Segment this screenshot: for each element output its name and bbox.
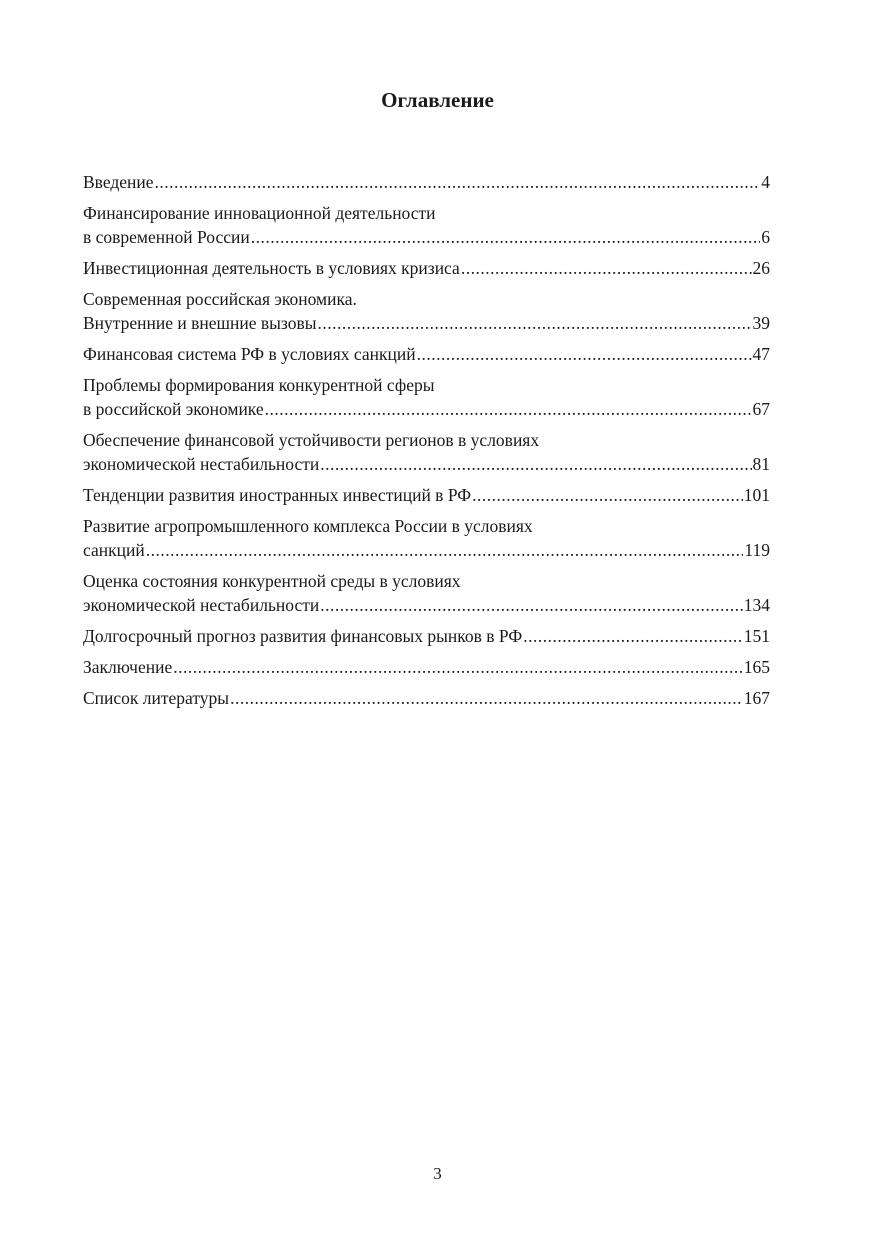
toc-page-number: 47 <box>752 344 770 364</box>
dot-leader <box>472 483 743 507</box>
toc-entry-title: Проблемы формирования конкурентной сферы <box>83 375 435 395</box>
page-number: 3 <box>433 1164 442 1183</box>
toc-entry-foreign-investment[interactable] <box>83 483 770 507</box>
dot-leader <box>230 686 743 710</box>
toc-entry-conclusion[interactable] <box>83 655 770 679</box>
toc-entry-financial-forecast[interactable] <box>83 624 770 648</box>
toc-entry-title-continued: Внутренние и внешние вызовы <box>83 313 317 333</box>
toc-page-number: 26 <box>752 258 770 278</box>
dot-leader <box>251 225 761 249</box>
dot-leader <box>265 397 752 421</box>
toc-entry-title-continued: в российской экономике <box>83 399 264 419</box>
toc-last-line <box>83 311 770 335</box>
page-title: Оглавление <box>381 88 494 112</box>
dot-leader <box>417 342 752 366</box>
toc-entry-title: Долгосрочный прогноз развития финансовых рынков в РФ <box>83 626 523 646</box>
dot-leader <box>320 593 743 617</box>
toc-entry-competitive-sphere[interactable] <box>83 373 770 421</box>
toc-entry-title: Заключение <box>83 657 173 677</box>
toc-entry-title: Финансирование инновационной деятельности <box>83 203 436 223</box>
toc-last-line <box>83 655 770 679</box>
toc-entry-bibliography[interactable] <box>83 686 770 710</box>
toc-last-line <box>83 452 770 476</box>
toc-entry-title-continued: экономической нестабильности <box>83 454 320 474</box>
toc-entry-title-continued: санкций <box>83 540 145 560</box>
dot-leader <box>461 256 752 280</box>
dot-leader <box>320 452 751 476</box>
toc-page-number: 6 <box>761 227 770 247</box>
toc-page-number: 151 <box>743 626 770 646</box>
toc-entry-title: Инвестиционная деятельность в условиях кризиса <box>83 258 460 278</box>
toc-last-line <box>83 483 770 507</box>
toc-page-number: 119 <box>744 540 770 560</box>
toc-page-number: 39 <box>752 313 770 333</box>
toc-last-line <box>83 170 770 194</box>
dot-leader <box>155 170 761 194</box>
dot-leader <box>173 655 743 679</box>
toc-entry-introduction[interactable] <box>83 170 770 194</box>
toc-page-number: 165 <box>743 657 770 677</box>
toc-page-number: 81 <box>752 454 770 474</box>
dot-leader <box>523 624 743 648</box>
toc-last-line <box>83 593 770 617</box>
toc-entry-agro-complex[interactable] <box>83 514 770 562</box>
toc-last-line <box>83 538 770 562</box>
toc-page-number: 67 <box>752 399 770 419</box>
toc-entry-regional-stability[interactable] <box>83 428 770 476</box>
dot-leader <box>318 311 752 335</box>
toc-last-line <box>83 624 770 648</box>
toc-last-line <box>83 397 770 421</box>
toc-entry-investment-crisis[interactable] <box>83 256 770 280</box>
toc-entry-modern-economy[interactable] <box>83 287 770 335</box>
toc-last-line <box>83 342 770 366</box>
toc-entry-innovation-financing[interactable] <box>83 201 770 249</box>
toc-page-number: 4 <box>761 172 770 192</box>
toc-entry-title: Обеспечение финансовой устойчивости регионов в условиях <box>83 430 540 450</box>
toc-entry-title: Список литературы <box>83 688 230 708</box>
toc-entry-title: Введение <box>83 172 154 192</box>
toc-entry-title: Современная российская экономика. <box>83 289 357 309</box>
dot-leader <box>146 538 744 562</box>
table-of-contents <box>83 170 770 717</box>
toc-entry-competitive-environment[interactable] <box>83 569 770 617</box>
toc-last-line <box>83 225 770 249</box>
toc-entry-title: Оценка состояния конкурентной среды в условиях <box>83 571 461 591</box>
toc-entry-title: Развитие агропромышленного комплекса России в условиях <box>83 516 533 536</box>
toc-page-number: 167 <box>743 688 770 708</box>
toc-page-number: 134 <box>743 595 770 615</box>
toc-entry-title: Тенденции развития иностранных инвестиций в РФ <box>83 485 472 505</box>
toc-entry-title-continued: в современной России <box>83 227 250 247</box>
toc-page-number: 101 <box>743 485 770 505</box>
toc-last-line <box>83 256 770 280</box>
toc-entry-title-continued: экономической нестабильности <box>83 595 320 615</box>
toc-entry-financial-system[interactable] <box>83 342 770 366</box>
toc-last-line <box>83 686 770 710</box>
toc-entry-title: Финансовая система РФ в условиях санкций <box>83 344 416 364</box>
